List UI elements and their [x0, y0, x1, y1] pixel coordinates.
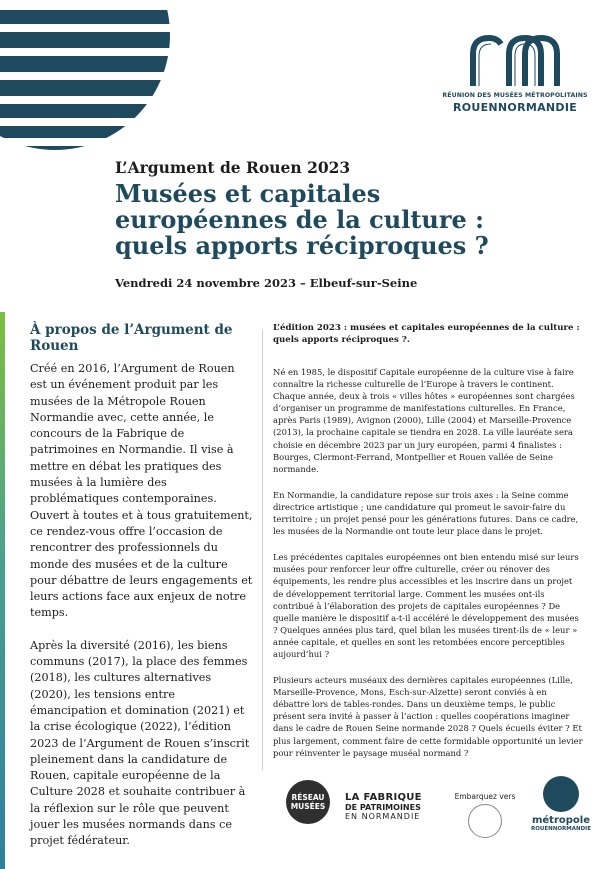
org-name-line2: ROUENNORMANDIE [452, 101, 578, 114]
title-line-1: Musées et capitales [115, 179, 381, 208]
fabrique-text-1: LA FABRIQUE [345, 792, 422, 803]
about-heading: À propos de l’Argument de Rouen [30, 322, 233, 354]
edition-section [273, 322, 585, 773]
event-date: Vendredi 24 novembre 2023 – Elbeuf-sur-Seine [115, 276, 418, 290]
page-title [115, 181, 575, 259]
edition-heading: L’édition 2023 : musées et capitales européennes de la culture : quels apports réciproques ?. [273, 323, 580, 345]
title-line-3: quels apports réciproques ? [115, 231, 489, 260]
about-paragraph-1: Créé en 2016, l’Argument de Rouen est un événement produit par les musées de la Métropole Rouen Normandie avec, cette année, le concours de la Fabrique de patrimoines en Normandie. Il vise à mettre en débat les pratiques des musées à la lumière des problématiques contemporaines. Ouvert à toutes et à tous gratuitement, ce rendez-vous offre l’occasion de rencontrer des professionnels du monde des musées et de la culture pour débattre de leurs engagements et leurs actions face aux enjeux de notre temps. [30, 362, 253, 620]
metropole-text-1: métropole [531, 815, 591, 826]
metropole-emblem-icon [543, 776, 579, 812]
fabrique-text-2: DE PATRIMOINES [345, 803, 421, 812]
edition-paragraph-4: Plusieurs acteurs muséaux des dernières capitales européennes (Lille, Marseille-Provence, Mons, Esch-sur-Alzette) seront conviés à en débattre lors de tables-rondes. Dans un deuxième temps, le public présent sera invité à passer à l’action : quelles coopérations imaginer dans le cadre de Rouen Seine normande 2028 ? Quels écueils éviter ? Et plus largement, comment faire de cette formidable opportunité un levier pour réinventer le paysage muséal normand ? [273, 675, 583, 758]
about-paragraph-2: Après la diversité (2016), les biens communs (2017), la place des femmes (2018), les cultures alternatives (2020), les tensions entre émancipation et domination (2021) et la crise écologique (2022), l’édition 2023 de l’Argument de Rouen s’inscrit pleinement dans la candidature de Rouen, capitale européenne de la Culture 2028 et souhaite contribuer à la réflexion sur le rôle que peuvent jouer les musées normands dans ce projet fédérateur. [30, 638, 250, 848]
rouen-2028-logo [450, 792, 520, 838]
reseau-logo-text-1: RÉSEAU [291, 793, 325, 802]
museum-network-logo [440, 30, 590, 114]
metropole-text-2: ROUENNORMANDIE [531, 826, 591, 832]
edition-paragraph-3: Les précédentes capitales européennes ont bien entendu misé sur leurs musées pour renforcer leur offre culturelle, créer ou rénover des équipements, les rendre plus accessibles et les inscrire dans un projet de développement territorial large. Comment les musées ont-ils contribué à l’élaboration des projets de capitales européennes ? De quelle manière le dispositif a-t-il accéléré le développement des musées ? Quelques années plus tard, quel bilan les musées tirent-ils de « leur » année capitale, et quelles en sont les retombées encore perceptibles aujourd’hui ? [273, 552, 579, 659]
fabrique-patrimoines-logo [345, 792, 445, 821]
metropole-rouen-logo [528, 776, 594, 832]
rm-monogram-icon [465, 30, 565, 86]
edition-paragraph-1: Né en 1985, le dispositif Capitale européenne de la culture vise à faire connaître la richesse culturelle de l’Europe à travers le continent. Chaque année, deux à trois « villes hôtes » européennes sont chargées d’organiser un programme de manifestations culturelles. En France, après Paris (1989), Avignon (2000), Lille (2004) et Marseille-Provence (2013), la prochaine capitale se tiendra en 2028. La ville lauréate sera choisie en décembre 2023 par un jury européen, parmi 4 finalistes : Bourges, Clermont-Ferrand, Montpellier et Rouen vallée de Seine normande. [273, 367, 575, 474]
event-name: L’Argument de Rouen 2023 [115, 158, 351, 177]
fabrique-text-3: EN NORMANDIE [345, 812, 421, 821]
document-header [115, 158, 575, 259]
title-line-2: européennes de la culture : [115, 205, 484, 234]
candidature-seal-icon [468, 804, 502, 838]
partner-logos [0, 770, 612, 860]
decorative-stripes-graphic [0, 0, 175, 160]
org-name-line1: RÉUNION DES MUSÉES MÉTROPOLITAINS [442, 92, 588, 99]
reseau-logo-text-2: MUSÉES [290, 802, 326, 811]
reseau-musees-logo [286, 780, 330, 824]
column-divider [262, 330, 263, 770]
edition-paragraph-2: En Normandie, la candidature repose sur trois axes : la Seine comme directrice artistique ; une candidature qui promeut le savoir-faire du territoire ; un projet pensé pour les générations futures. Dans ce cadre, les musées de la Normandie ont toute leur place dans le projet. [273, 489, 579, 537]
embarquez-text: Embarquez vers [454, 792, 516, 801]
